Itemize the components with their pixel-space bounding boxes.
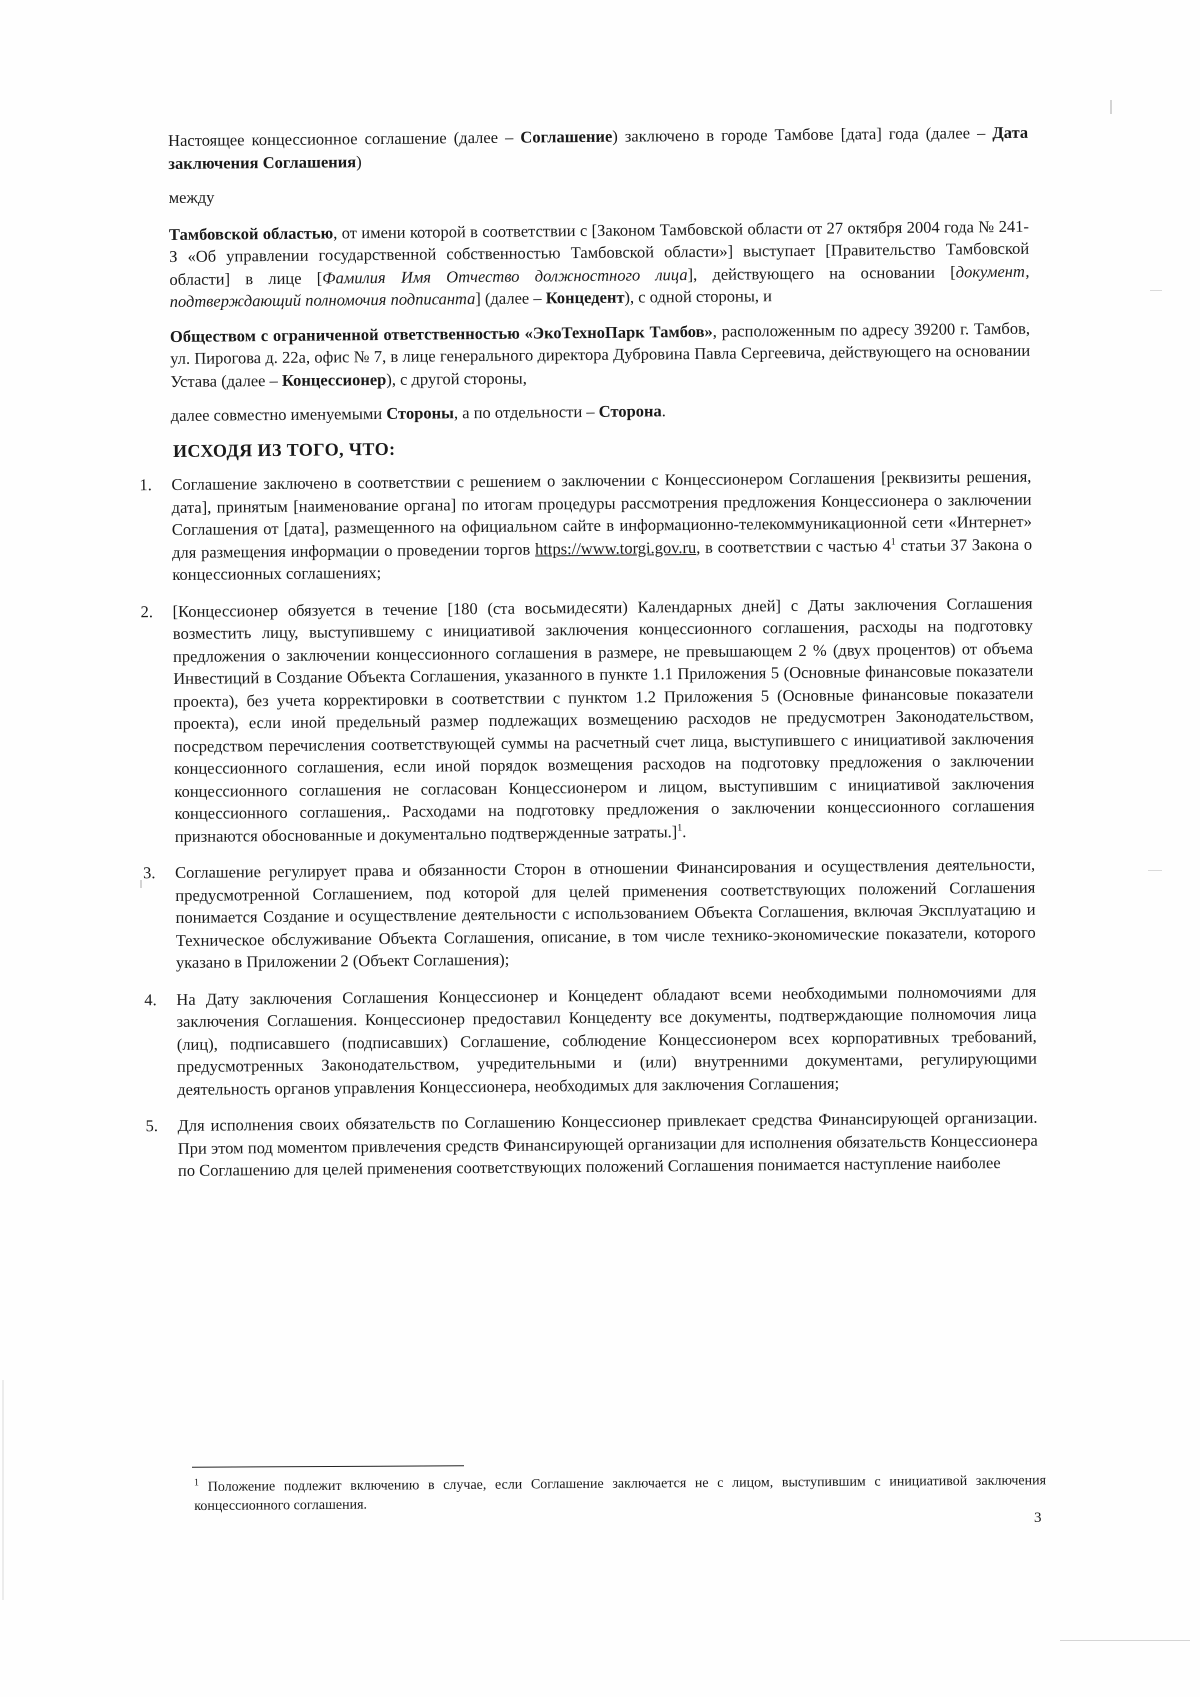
term-party: Сторона — [598, 401, 662, 421]
item-text: На Дату заключения Соглашения Концессионер и Концедент обладают всеми необходимыми полномочиями для заключения Соглашения. Концессионер предоставил Концеденту все документы, подтверждающие полномочия лица (лиц), подписавшего (подписавших) Соглашение, соблюдение Концессионером всех корпоративных требований, предусмотренных Законодательством, учредительными и (или) внутренними документами, регулирующими деятельность органов управления Концессионера, необходимых для заключения Соглашения; — [176, 981, 1038, 1099]
footnote — [194, 1471, 1046, 1516]
page-number: 3 — [1034, 1510, 1042, 1526]
footnote-separator — [192, 1465, 464, 1467]
text: ) — [356, 151, 362, 171]
list-item — [140, 592, 1035, 848]
term-grantor: Концедент — [545, 287, 625, 308]
scan-speck — [1060, 1640, 1190, 1641]
item-number: 1. — [139, 475, 152, 495]
term-agreement: Соглашение — [520, 126, 613, 147]
grantor-paragraph — [169, 215, 1030, 313]
footnote-reference[interactable]: 1 — [677, 822, 683, 834]
recitals-list — [139, 466, 1038, 1183]
item-number: 3. — [143, 863, 156, 883]
list-item — [143, 854, 1036, 975]
text: ) заключено в городе Тамбове [дата] года (далее – — [612, 123, 993, 146]
scan-speck — [1148, 870, 1162, 871]
footnote-text: Положение подлежит включению в случае, если Соглашение заключается не с лицом, выступившим с инициативой заключения концессионного соглашения. — [194, 1473, 1047, 1514]
scan-speck — [1150, 290, 1162, 291]
text: далее совместно именуемыми — [170, 403, 387, 425]
item-text: Соглашение заключено в соответствии с решением о заключении с Концессионером Соглашения [реквизиты решения, дата], принятым [наименование органа] по итогам процедуры рассмотрения предложения Концессионера о заключении Соглашения от [дата], размещенного на официальном сайте в информационно-телекоммуникационной сети «Интернет» для размещения информации о проведении торгов — [171, 466, 1032, 562]
list-item — [145, 1107, 1038, 1183]
concessionaire-paragraph — [170, 317, 1031, 393]
party-grantor-name: Тамбовской областью — [168, 222, 334, 244]
list-item — [139, 466, 1033, 587]
item-text: [Концессионер обязуется в течение [180 (ста восьмидесяти) Календарных дней] с Даты заключения Соглашения возместить лицу, выступившему с инициативой заключения концессионного соглашения, расходы на подготовку предложения о заключении концессионного соглашения в размере, не превышающем 2 % (двух процентов) от объема Инвестиций в Создание Объекта Соглашения, указанного в пункте 1.1 Приложения 5 (Основные финансовые показатели проекта), без учета корректировки в соответствии с пунктом 1.2 Приложения 5 (Основные финансовые показатели проекта), если иной предельный размер подлежащих возмещению расходов не предусмотрен Законодательством, посредством перечисления соответствующей суммы на расчетный счет лица, выступившего с инициативой заключения концессионного соглашения, если иной порядок возмещения расходов на подготовку предложения о заключении концессионного соглашения не согласован Концессионером и лицом, выступившим с инициативой заключения концессионного соглашения,. Расходами на подготовку предложения о заключении концессионного соглашения признаются обоснованные и документально подтвержденные затраты.] — [172, 593, 1035, 846]
section-heading: ИСХОДЯ ИЗ ТОГО, ЧТО: — [172, 438, 396, 461]
term-concessionaire: Концессионер — [281, 369, 387, 390]
text: ), с одной стороны, и — [624, 286, 773, 307]
scan-speck — [140, 880, 142, 888]
term-conclusion-date: Дата заключения Соглашения — [168, 122, 1029, 173]
text: ] (далее – — [475, 288, 546, 309]
item-number: 2. — [140, 601, 154, 621]
term-parties: Стороны — [386, 403, 455, 423]
text: ], действующего на основании [ — [687, 261, 956, 284]
superscript: 1 — [890, 536, 896, 548]
text: Настоящее концессионное соглашение (далее – — [168, 127, 521, 150]
item-text: . — [682, 821, 687, 841]
placeholder-authority-document: документ, подтверждающий полномочия подписанта — [169, 261, 1030, 311]
placeholder-official-name: Фамилия Имя Отчество должностного лица — [322, 264, 688, 288]
text: . — [661, 401, 666, 421]
scan-speck — [1110, 100, 1112, 114]
between-word: между — [168, 187, 215, 207]
text: , а по отдельности – — [453, 401, 599, 423]
item-text: Для исполнения своих обязательств по Соглашению Концессионер привлекает средства Финансирующей организации. При этом под моментом привлечения средств Финансирующей организации для исполнения обязательств Концессионера по Соглашению для целей применения соответствующих положений Соглашения понимается наступление наиболее — [177, 1107, 1038, 1180]
item-text: Соглашение регулирует права и обязанности Сторон в отношении Финансирования и осуществления деятельности, предусмотренной Соглашением, под которой для целей применения соответствующих положений Соглашения понимается Создание и осуществление деятельности с использованием Объекта Соглашения, включая Эксплуатацию и Техническое обслуживание Объекта Соглашения, описание, в том числе технико-экономические показатели, которого указано в Приложении 2 (Объект Соглашения); — [175, 854, 1036, 972]
item-number: 5. — [145, 1116, 159, 1136]
item-text: , в соответствии с частью 4 — [696, 535, 891, 557]
text: ), с другой стороны, — [386, 368, 527, 389]
footnote-marker: 1 — [193, 1477, 200, 1489]
item-text: статьи 37 Закона о концессионных соглашениях; — [172, 534, 1033, 584]
party-concessionaire-name: Обществом с ограниченной ответственностью «ЭкоТехноПарк Тамбов» — [169, 321, 713, 346]
item-number: 4. — [144, 989, 157, 1009]
preamble-paragraph — [168, 122, 1028, 175]
text: , расположенным по адресу 39200 г. Тамбов, ул. Пирогова д. 22а, офис № 7, в лице генерального директора Дубровина Павла Сергеевича, действующего на основании Устава (далее – — [170, 318, 1031, 391]
list-item — [144, 980, 1038, 1101]
torgi-link[interactable]: https://www.torgi.gov.ru — [534, 537, 697, 558]
parties-paragraph — [171, 397, 1031, 428]
document-body — [139, 122, 1038, 1197]
scan-speck — [2, 1380, 4, 1600]
text: , от имени которой в соответствии с [Законом Тамбовской области от 27 октября 2004 года № 241-З «Об управлении государственной собственностью Тамбовской области»] выступает [Правительство Тамбовской области] в лице [ — [169, 216, 1030, 289]
